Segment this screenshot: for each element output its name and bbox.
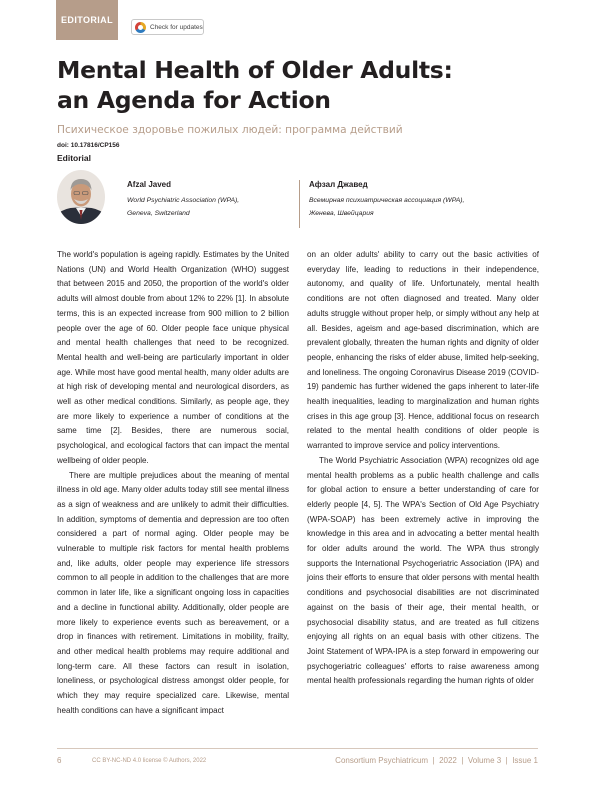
journal-year: 2022 [439,756,457,765]
article-title [57,55,537,115]
author-divider [299,180,300,228]
journal-name: Consortium Psychiatricum [335,756,429,765]
author-block-en [127,180,297,220]
author-name-en: Afzal Javed [127,180,172,189]
journal-issue: Issue 1 [512,756,538,765]
author-name-ru: Афзал Джавед [309,180,368,189]
article-subtitle-ru: Психическое здоровье пожилых людей: программа действий [57,124,403,136]
body-column-left [57,248,289,719]
footer-separator: | [505,756,508,765]
page-number: 6 [57,756,62,765]
affiliation-line-1-ru: Всемирная психиатрическая ассоциация (WPA), [309,197,465,204]
body-column-right [307,248,539,689]
paragraph: The World Psychiatric Association (WPA) recognizes old age mental health problems as a public health challenge and calls for global action to ensure a better understanding of care for elderly people [4, 5]. The WPA's Section of Old Age Psychiatry (WPA-SOAP) has been extremely active in improving the knowledge in this area and in advocating a better mental health for older adults around the world. The WPA thus strongly supports the International Psychogeriatric Association (IPA) and joins their efforts to ensure that older persons with mental health conditions and psychosocial disabilities are not discriminated against on the basis of their age, their mental health, or psychosocial disability status, and are treated as full citizens enjoying all rights on an equal basis with other citizens. The Joint Statement of WPA-IPA is a step forward in empowering our psychogeriatric colleagues' efforts to raise awareness among mental health professionals regarding the human rights of older [307,455,539,686]
paragraph: The world's population is ageing rapidly. Estimates by the United Nations (UN) and World Health Organization (WHO) suggest that between 2015 and 2050, the proportion of the world's older adults will almost double from about 12% to 22% [1]. In absolute terms, this is an expected increase from 900 million to 2 billion people over the age of 60. Older people face unique physical and mental health challenges that need to be recognized. Mental health and well-being are particularly important in older age. While most have good mental health, many older adults are at high risk of developing mental and neurological disorders, as well as other medical conditions. Similarly, as people age, they are more likely to experience a number of conditions at the same time [2]. Besides, there are numerous social, psychological, and ecological factors that can impact the mental wellbeing of older people. [57,250,289,465]
journal-info [335,756,538,765]
title-line-2: an Agenda for Action [57,86,331,114]
author-portrait-image [57,170,105,224]
check-for-updates-label: Check for updates [150,23,203,31]
author-photo [57,170,105,224]
paragraph: There are multiple prejudices about the meaning of mental illness in old age. Many older adults today still see mental illness as a sign of weakness and are unlikely to admit their difficulties. In addition, symptoms of dementia and depression are too often considered a part of normal aging. Older people may be vulnerable to multiple risk factors for mental health problems and, like adults, older people may experience life stressors common to all people in addition to the challenges that are more common in later life, like a significant ongoing loss in capacities and a decline in functional ability. Additionally, older people are more likely to experience events such as bereavement, or a drop in finances with retirement. Limitations in mobility, frailty, and other medical health problems may require additional and long-term care. All these factors can result in isolation, loneliness, or psychological distress amongst older people, for which they may require specialized care. Likewise, mental health conditions can have a significant impact [57,470,289,715]
title-line-1: Mental Health of Older Adults: [57,56,453,84]
affiliation-line-2: Geneva, Switzerland [127,210,190,217]
affiliation-line-2-ru: Женева, Швейцария [309,210,374,217]
journal-volume: Volume 3 [467,756,502,765]
footer-separator: | [461,756,464,765]
author-block-ru [309,180,539,220]
license-note: CC BY-NC-ND 4.0 license © Authors, 2022 [92,758,207,764]
doi-link[interactable]: doi: 10.17816/CP156 [57,142,120,149]
affiliation-line-1: World Psychiatric Association (WPA), [127,197,240,204]
crossmark-icon [135,22,146,33]
section-tag: EDITORIAL [56,0,118,40]
author-affiliation-ru [309,194,539,220]
paragraph: on an older adults' ability to carry out the basic activities of everyday life, leading to reductions in their independence, autonomy, and quality of life. Unfortunately, mental health conditions are not often diagnosed and treated. Many older adults struggle without proper help, or simply without any help at all. Besides, ageism and age-based discrimination, which are prevalent globally, threaten the human rights and dignity of older people, enhancing the risks of elder abuse, limited help-seeking, and loneliness. The ongoing Coronavirus Disease 2019 (COVID-19) pandemic has further widened the gaps inherent to later-life health inequalities, leading to marginalization and human rights crises in this age group [3]. Hence, additional focus on research related to the mental health conditions of older people is warranted to improve service and policy interventions. [307,250,539,451]
footer-separator: | [432,756,435,765]
footer-divider [57,748,538,749]
author-affiliation-en [127,194,297,220]
check-for-updates-button[interactable] [131,19,204,35]
article-type: Editorial [57,153,92,163]
